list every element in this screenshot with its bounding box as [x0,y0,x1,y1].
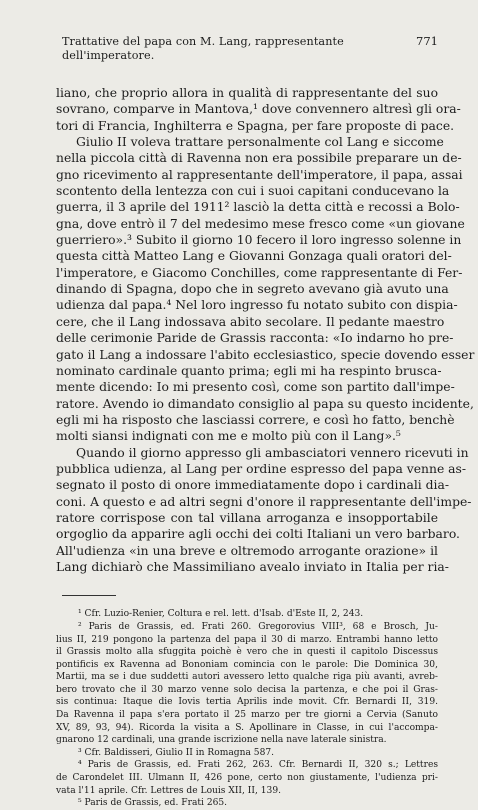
body-line: delle cerimonie Paride de Grassis racconta: «Io indarno ho pre- [56,331,454,346]
footnote-line: ² Paris de Grassis, ed. Frati 260. Gregorovius VIII³, 68 e Brosch, Ju- [78,621,438,632]
running-header [62,34,438,63]
body-line: dinando di Spagna, dopo che in segreto avevano già avuto una [56,282,449,297]
body-line: gno ricevimento al rappresentante dell'imperatore, il papa, assai [56,167,463,182]
body-line: segnato il posto di onore immediatamente dopo i cardinali dia- [56,478,450,493]
body-line: ratore. Avendo io dimandato consiglio al papa su questo incidente, [56,396,474,411]
running-title: Trattative del papa con M. Lang, rappresentante dell'imperatore. [62,35,344,62]
footnote-line: pontificis ex Ravenna ad Bononiam comincia con le parole: Die Dominica 30, [56,659,438,670]
body-line: liano, che proprio allora in qualità di rappresentante del suo [56,86,438,100]
body-line: pubblica udienza, al Lang per ordine espresso del papa venne as- [56,461,467,476]
footnote-line: de Carondelet III. Ulmann II, 426 pone, certo non giustamente, l'udienza pri- [56,773,438,784]
body-line: molti siansi indignati con me e molto più con il Lang».⁵ [56,429,401,444]
body-line: gato il Lang a indossare l'abito ecclesiastico, specie dovendo esser [56,347,475,362]
footnote-line: sis continua: Itaque die Iovis tertia Aprilis inde movit. Cfr. Bernardi II, 319. [56,697,438,708]
body-line: scontento della lentezza con cui i suoi capitani conducevano la [56,184,450,199]
body-line: Giulio II voleva trattare personalmente col Lang e siccome [76,135,444,150]
footnote-line: Da Ravenna il papa s'era portato il 25 marzo per tre giorni a Cervia (Sanuto [56,710,438,721]
footnote-line: Martii, ma se i due suddetti autori avessero letto qualche riga più avanti, avreb- [56,672,438,683]
body-line: guerra, il 3 aprile del 1911² lasciò la detta città e recossi a Bolo- [56,200,460,215]
body-line: udienza dal papa.⁴ Nel loro ingresso fu notato subito con dispia- [56,298,458,313]
body-line: nella piccola città di Ravenna non era possibile preparare un de- [56,151,462,166]
body-line: l'imperatore, e Giacomo Conchilles, come rappresentante di Fer- [56,265,463,280]
footnote-line: XV, 89, 93, 94). Ricorda la visita a S. Apollinare in Classe, in cui l'accompa- [56,722,438,733]
footnote-line: ⁴ Paris de Grassis, ed. Frati 262, 263. Cfr. Bernardi II, 320 s.; Lettres [78,760,438,771]
body-text [56,85,475,575]
body-line: questa città Matteo Lang e Giovanni Gonzaga quali oratori del- [56,249,452,264]
page-number: 771 [416,34,438,48]
body-line: tori di Francia, Inghilterra e Spagna, per fare proposte di pace. [56,118,455,133]
footnote-line: bero trovato che il 30 marzo venne solo decisa la partenza, e che poi il Gras- [56,684,438,695]
body-line: egli mi ha risposto che lasciassi correre, e così ho fatto, benchè [56,412,455,427]
body-line: guerriero».³ Subito il giorno 10 fecero il loro ingresso solenne in [56,233,462,248]
body-line: sovrano, comparve in Mantova,¹ dove convennero altresì gli ora- [56,102,461,117]
footnotes [56,608,438,810]
body-line: nominato cardinale quanto prima; egli mi ha respinto brusca- [56,363,442,378]
footnote-line: il Grassis molto alla sfuggita poichè è vero che in questi il capitolo Discessus [56,647,438,658]
body-line: All'udienza «in una breve e oltremodo arrogante orazione» il [56,543,438,558]
footnote-line: ⁵ Paris de Grassis, ed. Frati 265. [78,798,228,809]
footnote-line: gnarono 12 cardinali, una grande iscrizione nella nave laterale sinistra. [56,735,387,746]
footnote-divider [62,595,116,596]
footnote-line: ³ Cfr. Baldisseri, Giulio II in Romagna 587. [78,747,275,758]
body-line: Lang dichiarò che Massimiliano avealo inviato in Italia per ria- [56,559,449,574]
body-line: ratore corrispose con tal villana arroganza e insopportabile [56,510,438,525]
footnote-line: vata l'11 aprile. Cfr. Lettres de Louis XII, II, 139. [56,785,282,796]
footnote-line: lius II, 219 pongono la partenza del papa il 30 di marzo. Entrambi hanno letto [56,634,438,645]
body-line: cere, che il Lang indossava abito secolare. Il pedante maestro [56,314,445,329]
body-line: orgoglio da apparire agli occhi dei colti Italiani un vero barbaro. [56,527,460,542]
body-line: coni. A questo e ad altri segni d'onore il rappresentante dell'impe- [56,494,472,509]
body-line: mente dicendo: Io mi presento così, come son partito dall'impe- [56,380,455,395]
body-line: gna, dove entrò il 7 del medesimo mese fresco come «un giovane [56,216,465,231]
body-line: Quando il giorno appresso gli ambasciatori vennero ricevuti in [76,445,469,460]
footnote-line: ¹ Cfr. Luzio-Renier, Coltura e rel. lett. d'Isab. d'Este II, 2, 243. [78,609,364,620]
